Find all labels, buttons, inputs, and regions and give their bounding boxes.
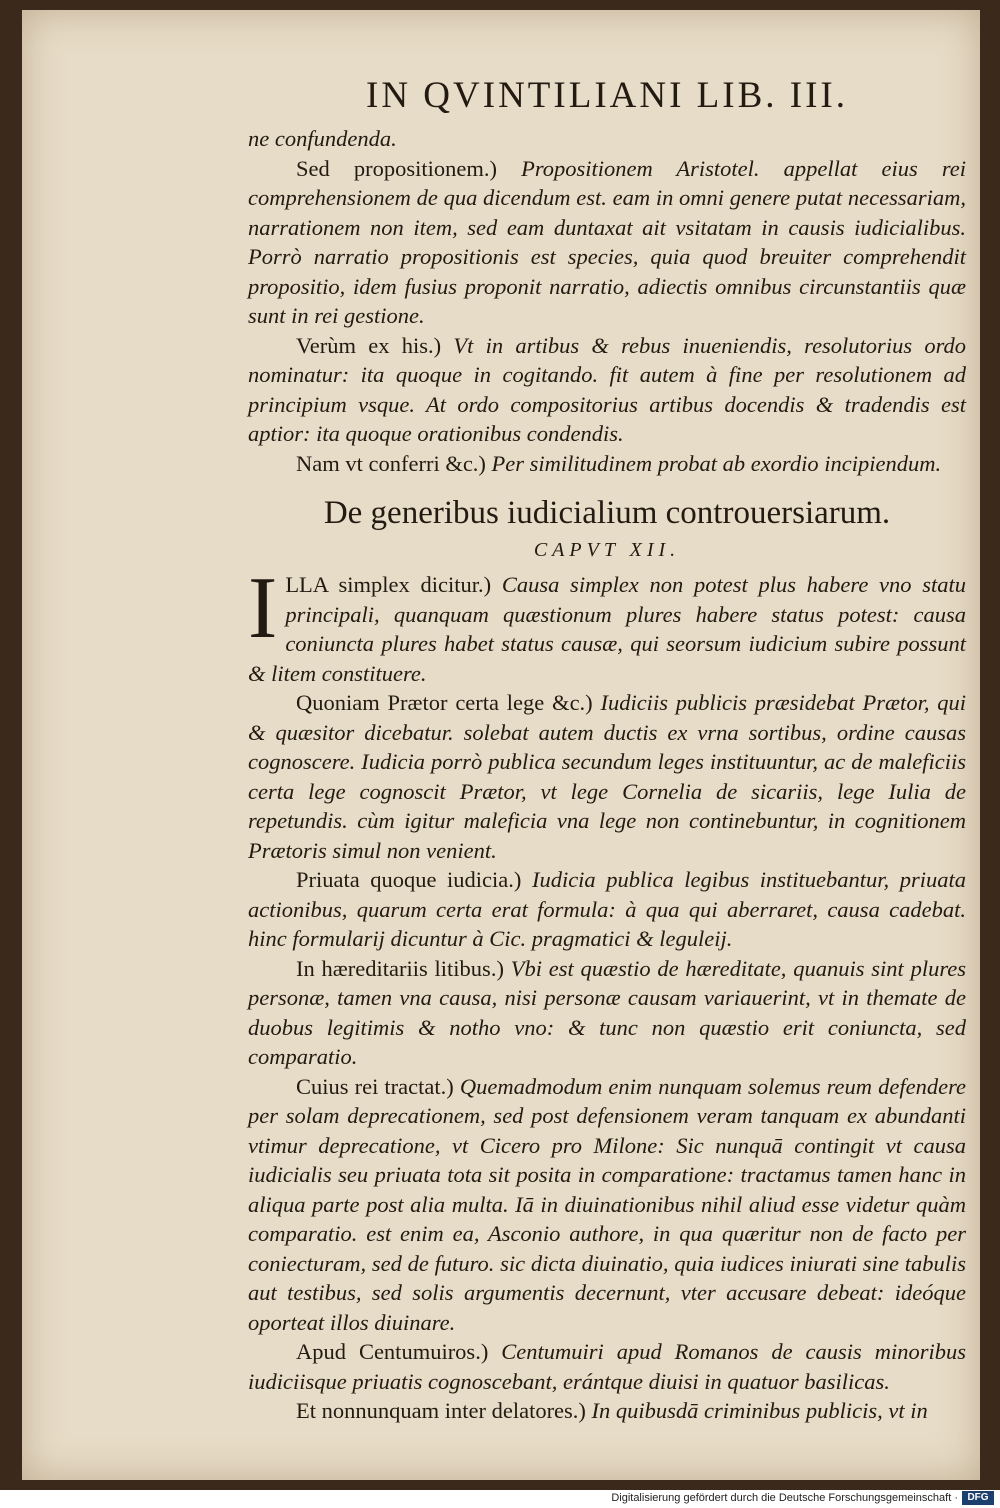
paragraph xyxy=(248,331,966,449)
paragraph-gloss: Centumuiri apud Romanos de causis minoribus iudiciisque priuatis cognoscebant, erántque diuisi in quatuor basilicas. xyxy=(248,1339,966,1394)
paragraph-lemma: Verùm ex his.) xyxy=(296,332,442,358)
funding-credit: Digitalisierung gefördert durch die Deutsche Forschungsgemeinschaft · xyxy=(611,1492,958,1504)
paragraph-gloss: In quibusdā criminibus publicis, vt in xyxy=(585,1398,928,1423)
paragraph xyxy=(248,1337,966,1396)
paragraph-lemma: Quoniam Prætor certa lege &c.) xyxy=(296,690,593,715)
paragraph xyxy=(248,124,966,154)
paragraph-lemma: Priuata quoque iudicia.) xyxy=(296,867,522,892)
drop-cap: I xyxy=(248,560,278,657)
paragraph-gloss: Vbi est quæstio de hæreditate, quanuis sint plures personæ, tamen vna causa, nisi personæ causam variauerint, vt in themate de duobus legitimis & notho vno: & tunc non quæstio erit coniuncta, sed comparatio. xyxy=(248,955,966,1069)
paragraph-gloss: Quemadmodum enim nunquam solemus reum defendere per solam deprecationem, sed post defensionem veram tanquam ex abundanti vtimur deprecatione, vt Cicero pro Milone: Sic nunquā contingit vt causa iudicialis seu priuata tota sit posita in comparatione: tractamus tamen hanc in aliqua parte post alia multa. Iā in diuinationibus nihil aliud esse videtur quàm comparatio. est enim ea, Asconio authore, in qua quæritur non de facto per coniecturam, sed de futuro. sic dicta diuinatio, quia iudices iniurati sine tabulis aut testibus, sed solis argumentis decernunt, vter accusare debeat: ideóque oporteat illos diuinare. xyxy=(248,1073,966,1335)
paragraph-lemma: In hæreditariis litibus.) xyxy=(296,955,504,981)
paragraph-lemma: Nam vt conferri &c.) xyxy=(296,450,486,476)
paragraph-lemma: Cuius rei tractat.) xyxy=(296,1073,454,1099)
paragraph xyxy=(248,865,966,954)
paragraph xyxy=(248,954,966,1072)
paragraph xyxy=(248,449,966,479)
chapter-number: CAPVT XII. xyxy=(533,539,681,561)
paragraph-lemma: LLA simplex dicitur.) xyxy=(285,572,492,597)
footer-bar xyxy=(0,1490,1000,1508)
paragraph-lemma: Sed propositionem.) xyxy=(296,155,497,181)
paragraph xyxy=(248,688,966,865)
paragraph xyxy=(248,1072,966,1338)
paragraph xyxy=(248,1396,966,1426)
paragraph-gloss: ne confundenda. xyxy=(248,126,397,151)
running-head: IN QVINTILIANI LIB. III. xyxy=(366,75,848,116)
paragraph xyxy=(248,560,966,688)
paragraph-lemma: Apud Centumuiros.) xyxy=(296,1339,489,1364)
paragraph xyxy=(248,154,966,331)
text-block xyxy=(248,68,966,1426)
paragraph-gloss: Iudiciis publicis præsidebat Prætor, qui & quæsitor dicebatur. solebat autem ductis ex vrna sortibus, ordine causas cognoscere. Iudicia porrò publica secundum leges instituuntur, ac de maleficiis certa lege cognoscit Prætor, vt lege Cornelia de sicariis, lege Iulia de repetundis. cùm igitur maleficia vna lege non continebuntur, in cognitionem Prætoris simul non venient. xyxy=(248,690,966,863)
paragraph-gloss: Causa simplex non potest plus habere vno statu principali, quanquam quæstionum plures habere status potest: causa coniuncta plures habet status causæ, qui seorsum iudicium subire possunt & litem constituere. xyxy=(248,572,966,686)
paragraph-gloss: Vt in artibus & rebus inueniendis, resolutorius ordo nominatur: ita quoque in cogitando. fit autem à fine per resolutionem ad principium vsque. At ordo compositorius artibus docendis & tradendis est aptior: ita quoque orationibus condendis. xyxy=(248,332,966,446)
paragraph-gloss: Propositionem Aristotel. appellat eius rei comprehensionem de qua dicendum est. eam in omni genere putat necessariam, narrationem non item, sed eam duntaxat ait vsitatam in causis iudicialibus. Porrò narratio propositionis est species, quia quod breuiter comprehendit propositio, idem fusius proponit narratio, adiectis omnibus circunstantiis quæ sunt in rei gestione. xyxy=(248,155,966,328)
paragraph-gloss: Per similitudinem probat ab exordio incipiendum. xyxy=(485,450,942,476)
paragraph-lemma: Et nonnunquam inter delatores.) xyxy=(296,1398,586,1423)
paragraph-gloss: Iudicia publica legibus instituebantur, priuata actionibus, quarum certa erat formula: à qua qui aberraret, causa cadebat. hinc formularij dicuntur à Cic. pragmatici & leguleij. xyxy=(248,867,966,951)
dfg-logo: DFG xyxy=(962,1491,994,1505)
chapter-title: De generibus iudicialium controuersiarum. xyxy=(323,495,891,531)
